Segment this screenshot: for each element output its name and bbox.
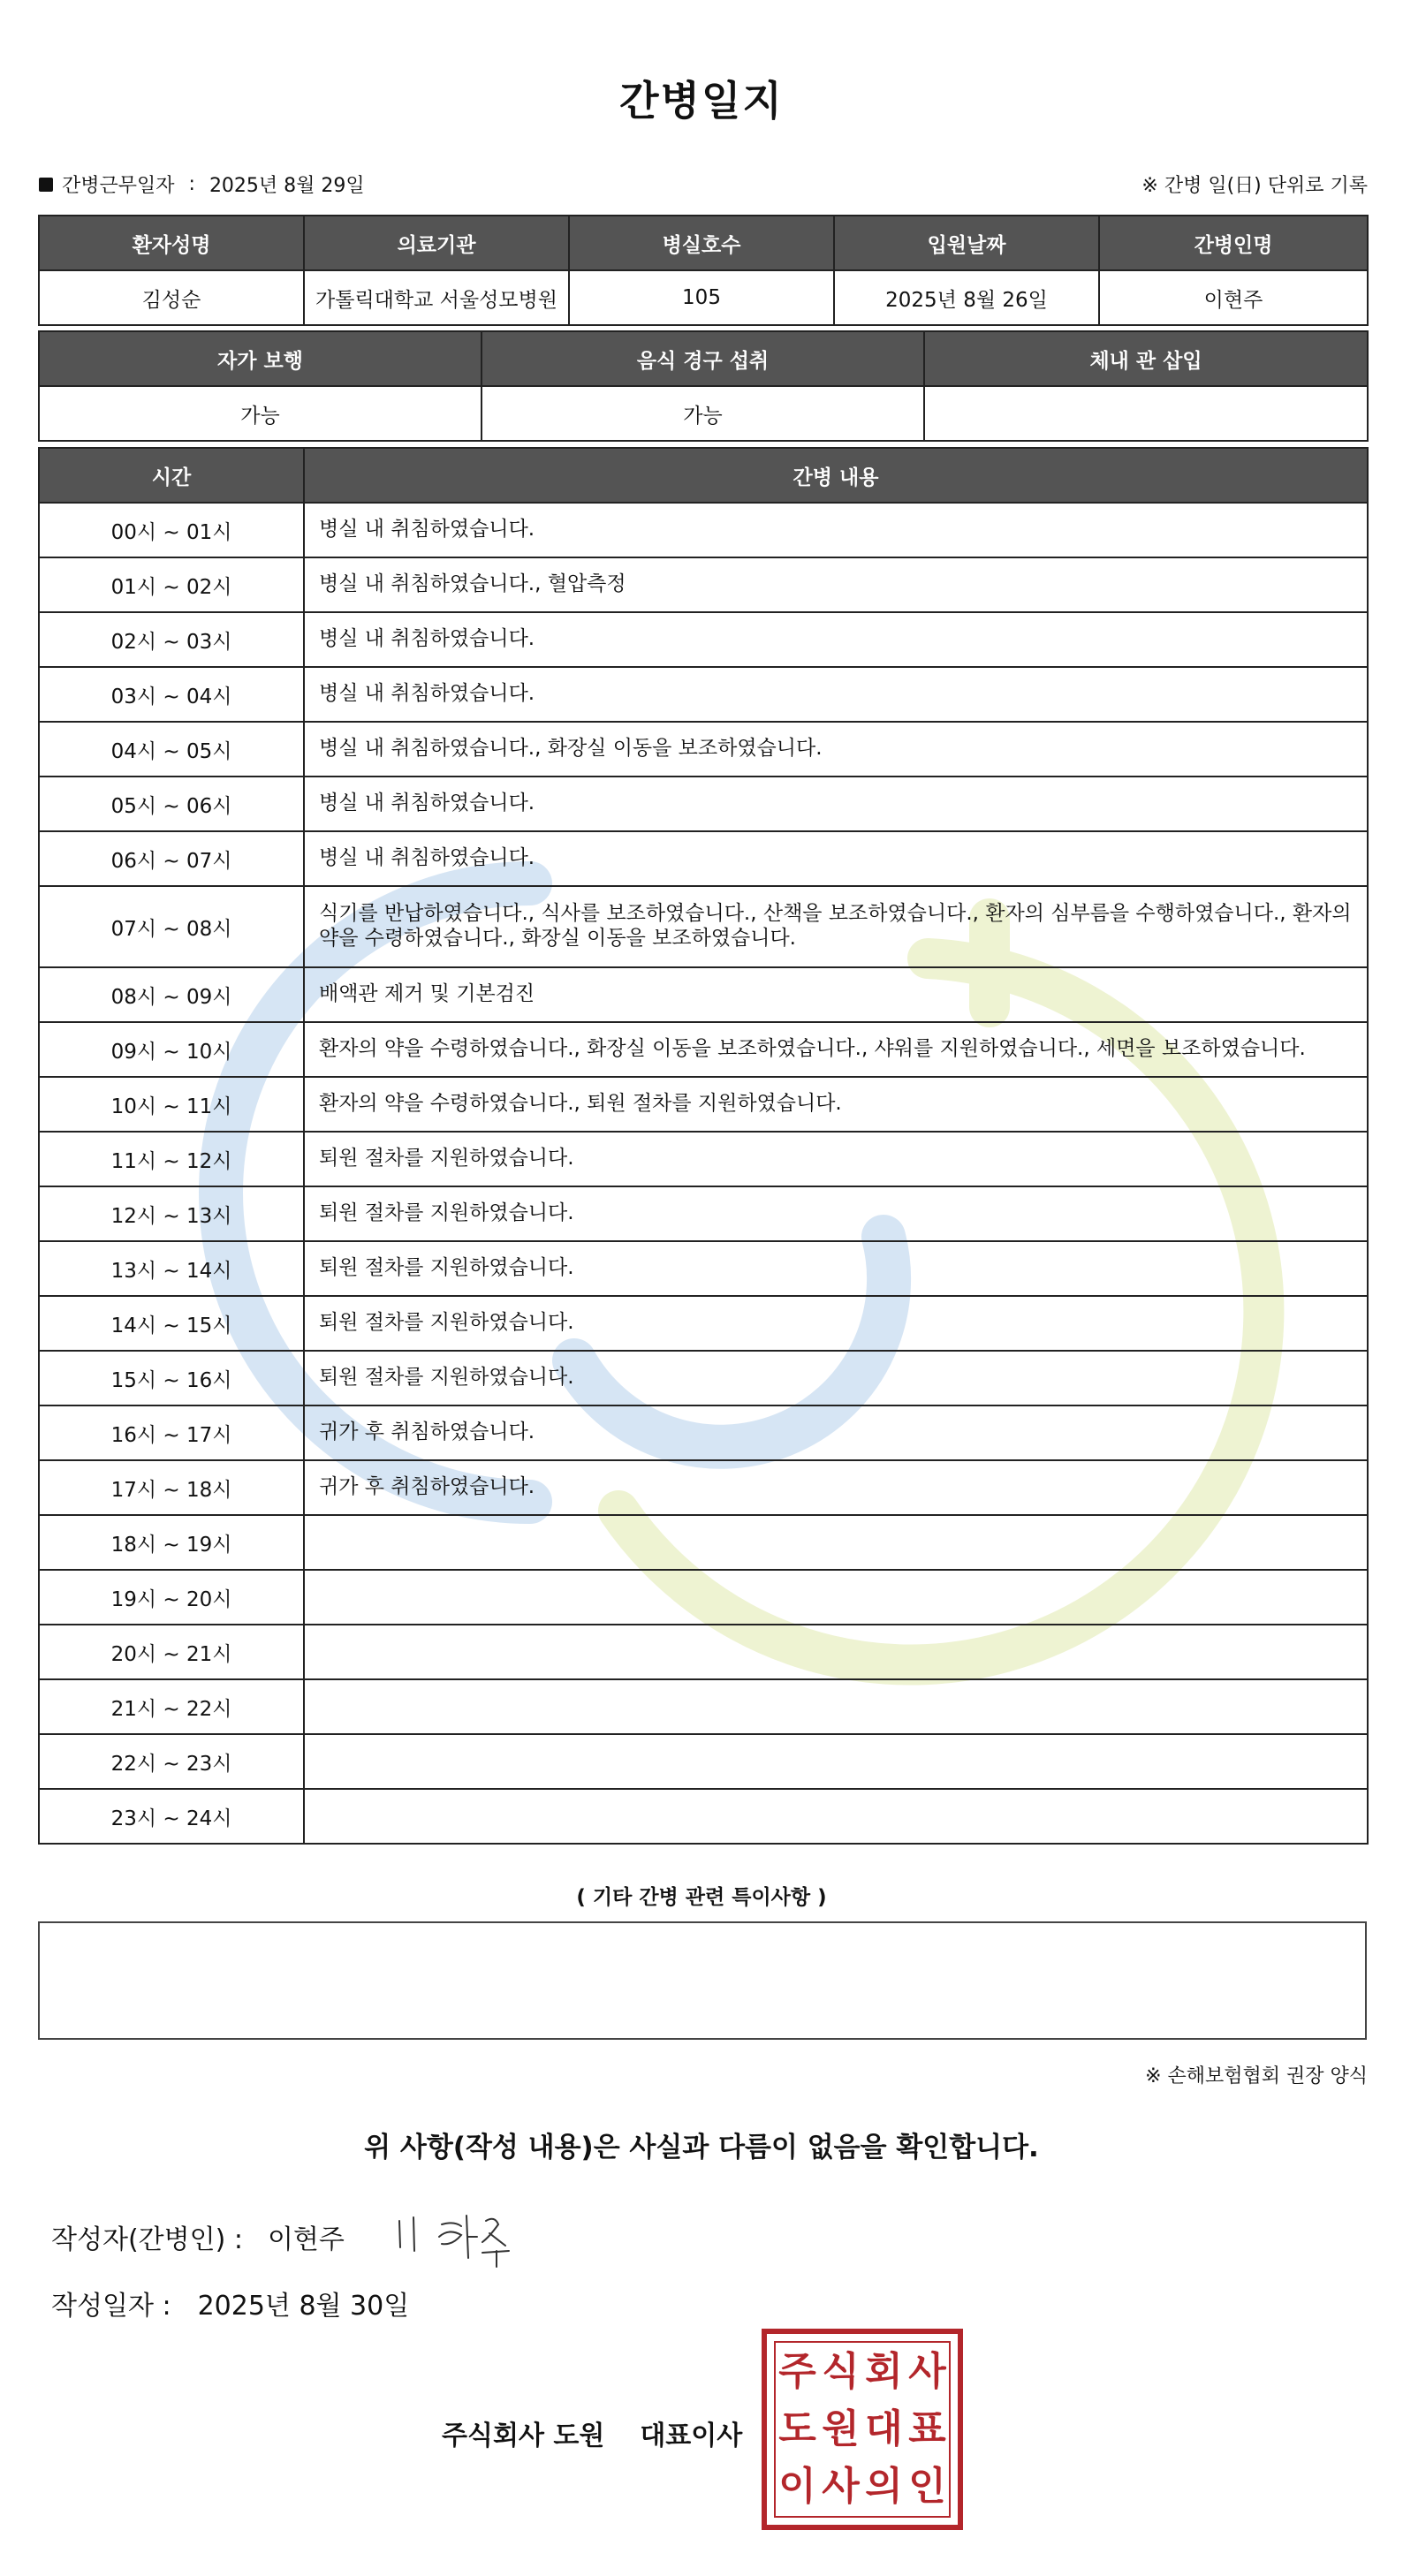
care-log-content: 병실 내 취침하였습니다. xyxy=(304,503,1368,557)
seal-character: 사 xyxy=(908,2348,946,2394)
care-log-content: 병실 내 취침하였습니다., 화장실 이동을 보조하였습니다. xyxy=(304,722,1368,777)
seal-character: 주 xyxy=(778,2348,816,2394)
care-log-time: 03시 ~ 04시 xyxy=(39,667,304,722)
hospital-name: 가톨릭대학교 서울성모병원 xyxy=(304,270,569,325)
care-log-row xyxy=(39,612,1368,667)
patient-name: 김성순 xyxy=(39,270,304,325)
care-log-time: 10시 ~ 11시 xyxy=(39,1077,304,1132)
care-log-time: 22시 ~ 23시 xyxy=(39,1734,304,1789)
care-log-time: 20시 ~ 21시 xyxy=(39,1625,304,1679)
care-log-content: 귀가 후 취침하였습니다. xyxy=(304,1460,1368,1515)
care-log-content: 환자의 약을 수령하였습니다., 퇴원 절차를 지원하였습니다. xyxy=(304,1077,1368,1132)
care-log-content: 퇴원 절차를 지원하였습니다. xyxy=(304,1241,1368,1296)
bullet-square-icon xyxy=(39,178,53,192)
care-log-time: 17시 ~ 18시 xyxy=(39,1460,304,1515)
care-log-time: 07시 ~ 08시 xyxy=(39,886,304,967)
care-log-row xyxy=(39,1351,1368,1405)
tube-insertion-value xyxy=(924,386,1368,441)
care-log-content: 배액관 제거 및 기본검진 xyxy=(304,967,1368,1022)
care-log-time: 00시 ~ 01시 xyxy=(39,503,304,557)
care-log-content xyxy=(304,1625,1368,1679)
document-title: 간병일지 xyxy=(619,77,784,125)
care-log-row xyxy=(39,831,1368,886)
care-log-row xyxy=(39,1734,1368,1789)
work-date-label: 간병근무일자 xyxy=(62,175,175,197)
work-date xyxy=(39,170,365,198)
care-log-row xyxy=(39,777,1368,831)
care-log-time: 12시 ~ 13시 xyxy=(39,1186,304,1241)
seal-character: 대 xyxy=(865,2406,903,2451)
care-log-time: 05시 ~ 06시 xyxy=(39,777,304,831)
care-log-row xyxy=(39,503,1368,557)
care-log-content: 퇴원 절차를 지원하였습니다. xyxy=(304,1296,1368,1351)
company-seal-stamp xyxy=(762,2329,963,2530)
care-log-content xyxy=(304,1789,1368,1844)
self-walking-value: 가능 xyxy=(39,386,482,441)
seal-character: 사 xyxy=(822,2464,860,2510)
care-log-content xyxy=(304,1570,1368,1625)
patient-ability-table xyxy=(38,330,1369,442)
work-date-separator: : xyxy=(188,173,195,195)
confirmation-statement: 위 사항(작성 내용)은 사실과 다름이 없음을 확인합니다. xyxy=(364,2132,1039,2163)
company-representative: 대표이사 xyxy=(640,2421,743,2451)
admission-date: 2025년 8월 26일 xyxy=(834,270,1099,325)
header-tube-insertion: 체내 관 삽입 xyxy=(924,331,1368,386)
work-date-value: 2025년 8월 29일 xyxy=(209,175,365,197)
unit-note: ※ 간병 일(日) 단위로 기록 xyxy=(1141,175,1368,197)
seal-characters xyxy=(774,2341,951,2518)
care-log-time: 04시 ~ 05시 xyxy=(39,722,304,777)
seal-character: 의 xyxy=(865,2464,903,2510)
care-log-row xyxy=(39,1241,1368,1296)
care-log-content: 식기를 반납하였습니다., 식사를 보조하였습니다., 산책을 보조하였습니다., 환자의 심부름을 수행하였습니다., 환자의 약을 수령하였습니다., 화장실 이동을 보조하였습니다. xyxy=(304,886,1368,967)
care-log-content: 병실 내 취침하였습니다. xyxy=(304,831,1368,886)
seal-character: 인 xyxy=(908,2464,946,2510)
care-log-time: 01시 ~ 02시 xyxy=(39,557,304,612)
care-log-row xyxy=(39,1296,1368,1351)
form-note: ※ 손해보험협회 권장 양식 xyxy=(1145,2065,1368,2087)
company-name: 주식회사 도원 xyxy=(442,2421,605,2451)
care-log-row xyxy=(39,557,1368,612)
care-log-row xyxy=(39,1405,1368,1460)
care-log-row xyxy=(39,1679,1368,1734)
care-log-row xyxy=(39,1186,1368,1241)
seal-character: 도 xyxy=(778,2406,816,2451)
care-log-time: 21시 ~ 22시 xyxy=(39,1679,304,1734)
patient-info-table xyxy=(38,215,1369,326)
care-log-row xyxy=(39,1789,1368,1844)
care-log-time: 02시 ~ 03시 xyxy=(39,612,304,667)
care-log-content: 환자의 약을 수령하였습니다., 화장실 이동을 보조하였습니다., 샤워를 지원하였습니다., 세면을 보조하였습니다. xyxy=(304,1022,1368,1077)
care-log-row xyxy=(39,1570,1368,1625)
care-log-content xyxy=(304,1679,1368,1734)
notes-heading: ( 기타 간병 관련 특이사항 ) xyxy=(576,1886,827,1909)
care-log-row xyxy=(39,1460,1368,1515)
handwritten-signature xyxy=(391,2201,550,2272)
care-log-row xyxy=(39,722,1368,777)
written-date-label: 작성일자 : xyxy=(51,2291,171,2322)
written-date-value: 2025년 8월 30일 xyxy=(197,2291,410,2322)
care-log-content: 귀가 후 취침하였습니다. xyxy=(304,1405,1368,1460)
care-log-table xyxy=(38,447,1369,1845)
seal-character: 원 xyxy=(822,2406,860,2451)
writer-name: 이현주 xyxy=(267,2224,345,2255)
care-log-content: 병실 내 취침하였습니다. xyxy=(304,667,1368,722)
header-oral-intake: 음식 경구 섭취 xyxy=(482,331,924,386)
caregiver-name: 이현주 xyxy=(1099,270,1368,325)
care-log-time: 06시 ~ 07시 xyxy=(39,831,304,886)
care-log-time: 19시 ~ 20시 xyxy=(39,1570,304,1625)
header-patient-name: 환자성명 xyxy=(39,216,304,270)
care-log-time: 16시 ~ 17시 xyxy=(39,1405,304,1460)
care-log-content xyxy=(304,1734,1368,1789)
header-caregiver-name: 간병인명 xyxy=(1099,216,1368,270)
seal-character: 회 xyxy=(865,2348,903,2394)
seal-character: 이 xyxy=(778,2464,816,2510)
care-log-time: 08시 ~ 09시 xyxy=(39,967,304,1022)
writer-line xyxy=(51,2217,345,2256)
header-hospital: 의료기관 xyxy=(304,216,569,270)
care-log-row xyxy=(39,1625,1368,1679)
care-log-time: 15시 ~ 16시 xyxy=(39,1351,304,1405)
care-log-row xyxy=(39,1515,1368,1570)
care-log-row xyxy=(39,1077,1368,1132)
oral-intake-value: 가능 xyxy=(482,386,924,441)
care-log-content: 퇴원 절차를 지원하였습니다. xyxy=(304,1132,1368,1186)
room-number: 105 xyxy=(569,270,834,325)
header-admission-date: 입원날짜 xyxy=(834,216,1099,270)
header-room-number: 병실호수 xyxy=(569,216,834,270)
care-log-content: 병실 내 취침하였습니다., 혈압측정 xyxy=(304,557,1368,612)
seal-character: 식 xyxy=(822,2348,860,2394)
care-log-content xyxy=(304,1515,1368,1570)
care-log-row xyxy=(39,1132,1368,1186)
care-log-time: 09시 ~ 10시 xyxy=(39,1022,304,1077)
header-time: 시간 xyxy=(39,448,304,503)
header-care-content: 간병 내용 xyxy=(304,448,1368,503)
notes-box xyxy=(38,1921,1367,2040)
care-log-row xyxy=(39,667,1368,722)
care-log-time: 14시 ~ 15시 xyxy=(39,1296,304,1351)
care-log-time: 18시 ~ 19시 xyxy=(39,1515,304,1570)
care-log-content: 퇴원 절차를 지원하였습니다. xyxy=(304,1351,1368,1405)
writer-label: 작성자(간병인) : xyxy=(51,2224,243,2255)
seal-character: 표 xyxy=(908,2406,946,2451)
written-date-line xyxy=(51,2284,409,2322)
care-log-time: 11시 ~ 12시 xyxy=(39,1132,304,1186)
care-log-content: 퇴원 절차를 지원하였습니다. xyxy=(304,1186,1368,1241)
care-log-time: 23시 ~ 24시 xyxy=(39,1789,304,1844)
care-log-content: 병실 내 취침하였습니다. xyxy=(304,777,1368,831)
care-log-content: 병실 내 취침하였습니다. xyxy=(304,612,1368,667)
care-log-row xyxy=(39,886,1368,967)
care-log-time: 13시 ~ 14시 xyxy=(39,1241,304,1296)
care-log-row xyxy=(39,967,1368,1022)
header-self-walking: 자가 보행 xyxy=(39,331,482,386)
company-line xyxy=(442,2413,742,2452)
care-log-row xyxy=(39,1022,1368,1077)
